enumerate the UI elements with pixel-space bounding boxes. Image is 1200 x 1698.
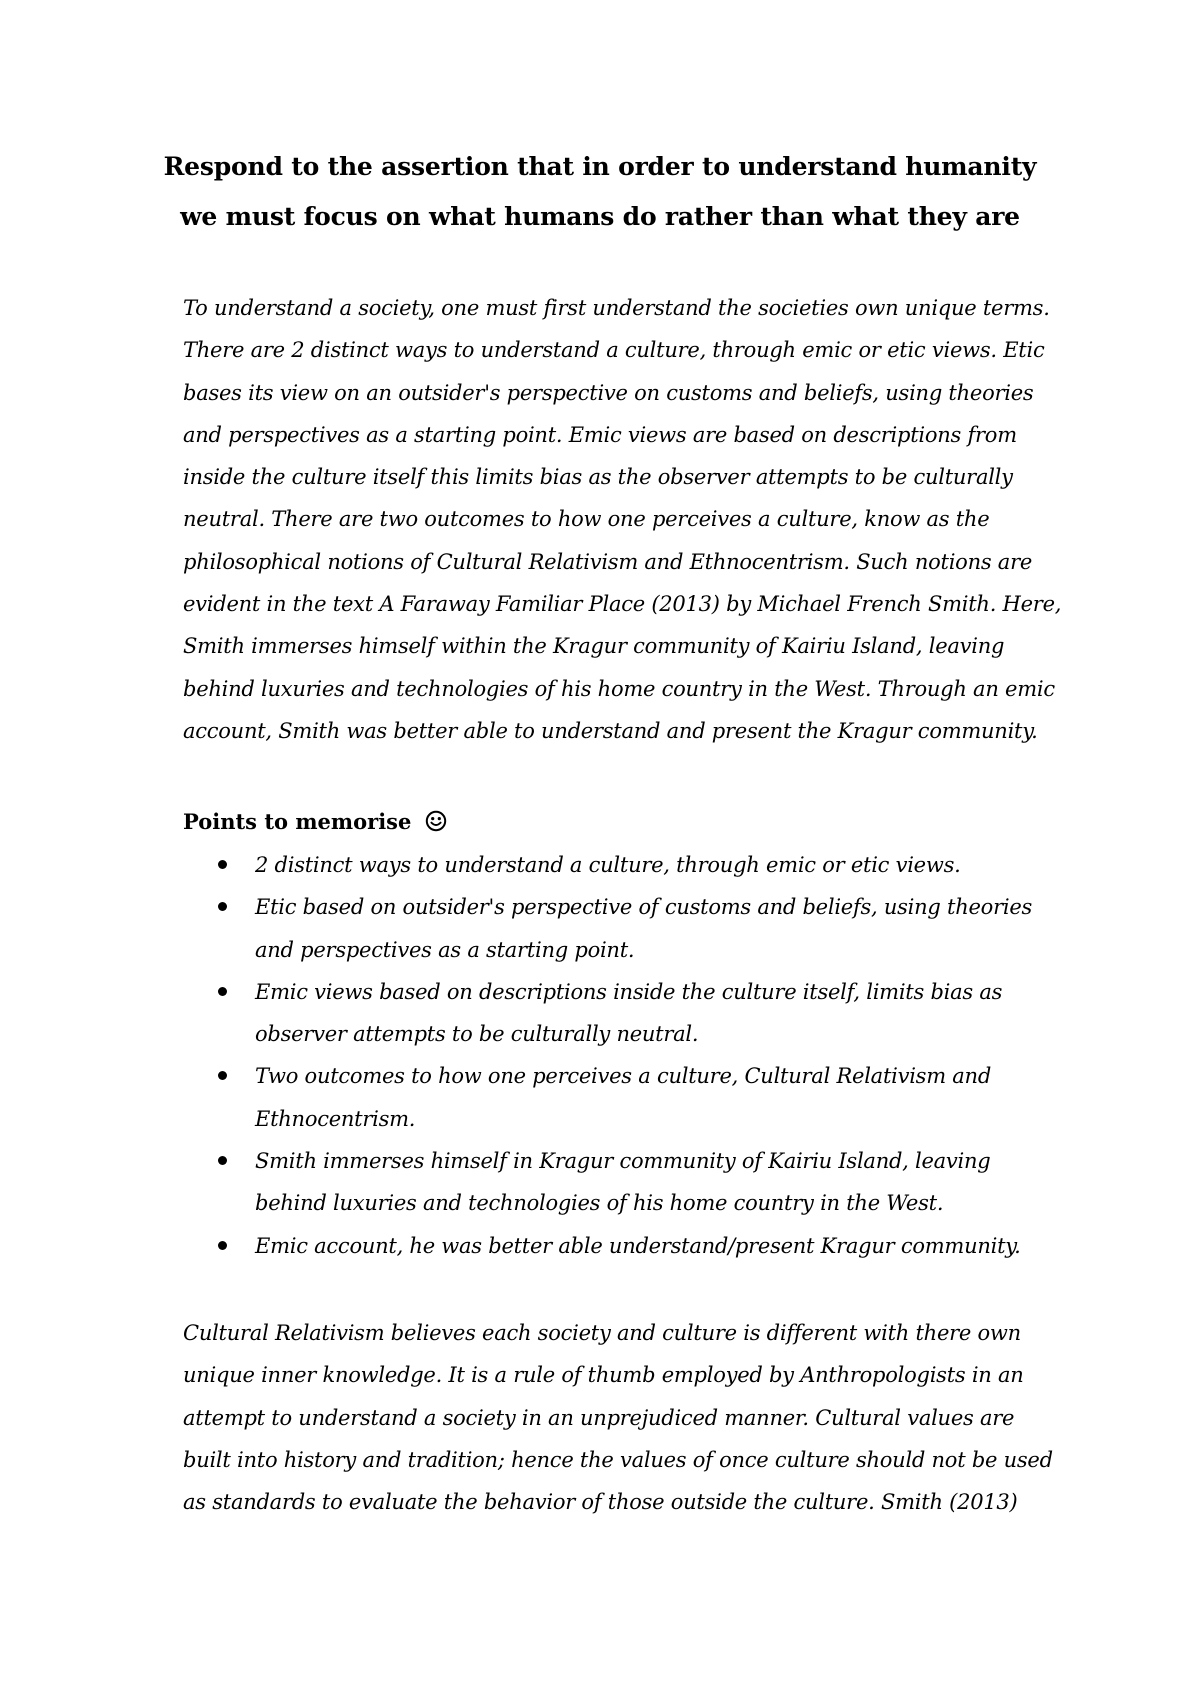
- smiley-face-icon: [425, 804, 447, 846]
- list-item-line: observer attempts to be culturally neutral.: [255, 1022, 699, 1047]
- list-item: [183, 1055, 1063, 1140]
- paragraph-line: built into history and tradition; hence the values of once culture should not be used: [183, 1447, 1053, 1472]
- paragraph-line: To understand a society, one must first understand the societies own unique terms.: [183, 296, 1050, 320]
- paragraph-line: as standards to evaluate the behavior of those outside the culture. Smith (2013): [183, 1490, 1018, 1515]
- bullet-icon: [218, 1241, 227, 1250]
- paragraph-line: Smith immerses himself within the Kragur community of Kairiu Island, leaving: [183, 634, 1005, 659]
- list-item-line: Emic account, he was better able understand/present Kragur community.: [255, 1233, 1021, 1258]
- paragraph-line: attempt to understand a society in an unprejudiced manner. Cultural values are: [183, 1405, 1015, 1430]
- bullet-icon: [218, 902, 227, 911]
- list-item: [183, 886, 1063, 971]
- list-item-line: 2 distinct ways to understand a culture, through emic or etic views.: [255, 853, 961, 877]
- points-heading: [183, 801, 447, 846]
- intro-paragraph: [183, 287, 1063, 752]
- list-item-line: Emic views based on descriptions inside the culture itself, limits bias as: [255, 979, 1003, 1004]
- list-item-line: Smith immerses himself in Kragur community of Kairiu Island, leaving: [255, 1149, 991, 1174]
- paragraph-line: There are 2 distinct ways to understand a culture, through emic or etic views. Etic: [183, 338, 1045, 363]
- bullet-icon: [218, 1156, 227, 1165]
- list-item: [183, 971, 1063, 1056]
- paragraph-line: account, Smith was better able to understand and present the Kragur community.: [183, 718, 1038, 743]
- points-heading-label: Points to memorise: [183, 809, 412, 834]
- paragraph-line: unique inner knowledge. It is a rule of thumb employed by Anthropologists in an: [183, 1363, 1024, 1388]
- list-item-line: Two outcomes to how one perceives a culture, Cultural Relativism and: [255, 1064, 992, 1089]
- document-title: [150, 142, 1050, 242]
- list-item-line: behind luxuries and technologies of his home country in the West.: [255, 1191, 944, 1216]
- bullet-icon: [218, 1071, 227, 1080]
- paragraph-line: philosophical notions of Cultural Relativism and Ethnocentrism. Such notions are: [183, 549, 1033, 574]
- list-item: [183, 1225, 1063, 1267]
- paragraph-line: evident in the text A Faraway Familiar Place (2013) by Michael French Smith. Here,: [183, 592, 1062, 617]
- bullet-icon: [218, 987, 227, 996]
- title-line: Respond to the assertion that in order to understand humanity: [163, 152, 1037, 181]
- paragraph-line: Cultural Relativism believes each society and culture is different with there own: [183, 1321, 1021, 1345]
- list-item: [183, 1140, 1063, 1225]
- smiley-face-icon-graphic: [425, 810, 447, 832]
- list-item: [183, 844, 1063, 886]
- paragraph-line: inside the culture itself this limits bias as the observer attempts to be culturally: [183, 465, 1013, 490]
- paragraph-line: bases its view on an outsider's perspective on customs and beliefs, using theories: [183, 380, 1034, 405]
- paragraph-line: behind luxuries and technologies of his home country in the West. Through an emic: [183, 676, 1055, 701]
- list-item-line: and perspectives as a starting point.: [255, 937, 635, 962]
- list-item-line: Etic based on outsider's perspective of customs and beliefs, using theories: [255, 895, 1033, 920]
- paragraph-line: and perspectives as a starting point. Emic views are based on descriptions from: [183, 422, 1017, 447]
- relativism-paragraph: [183, 1312, 1063, 1523]
- title-line: we must focus on what humans do rather than what they are: [180, 202, 1020, 231]
- bullet-icon: [218, 860, 227, 869]
- paragraph-line: neutral. There are two outcomes to how one perceives a culture, know as the: [183, 507, 990, 532]
- points-list: [183, 844, 1063, 1267]
- list-item-line: Ethnocentrism.: [255, 1106, 416, 1131]
